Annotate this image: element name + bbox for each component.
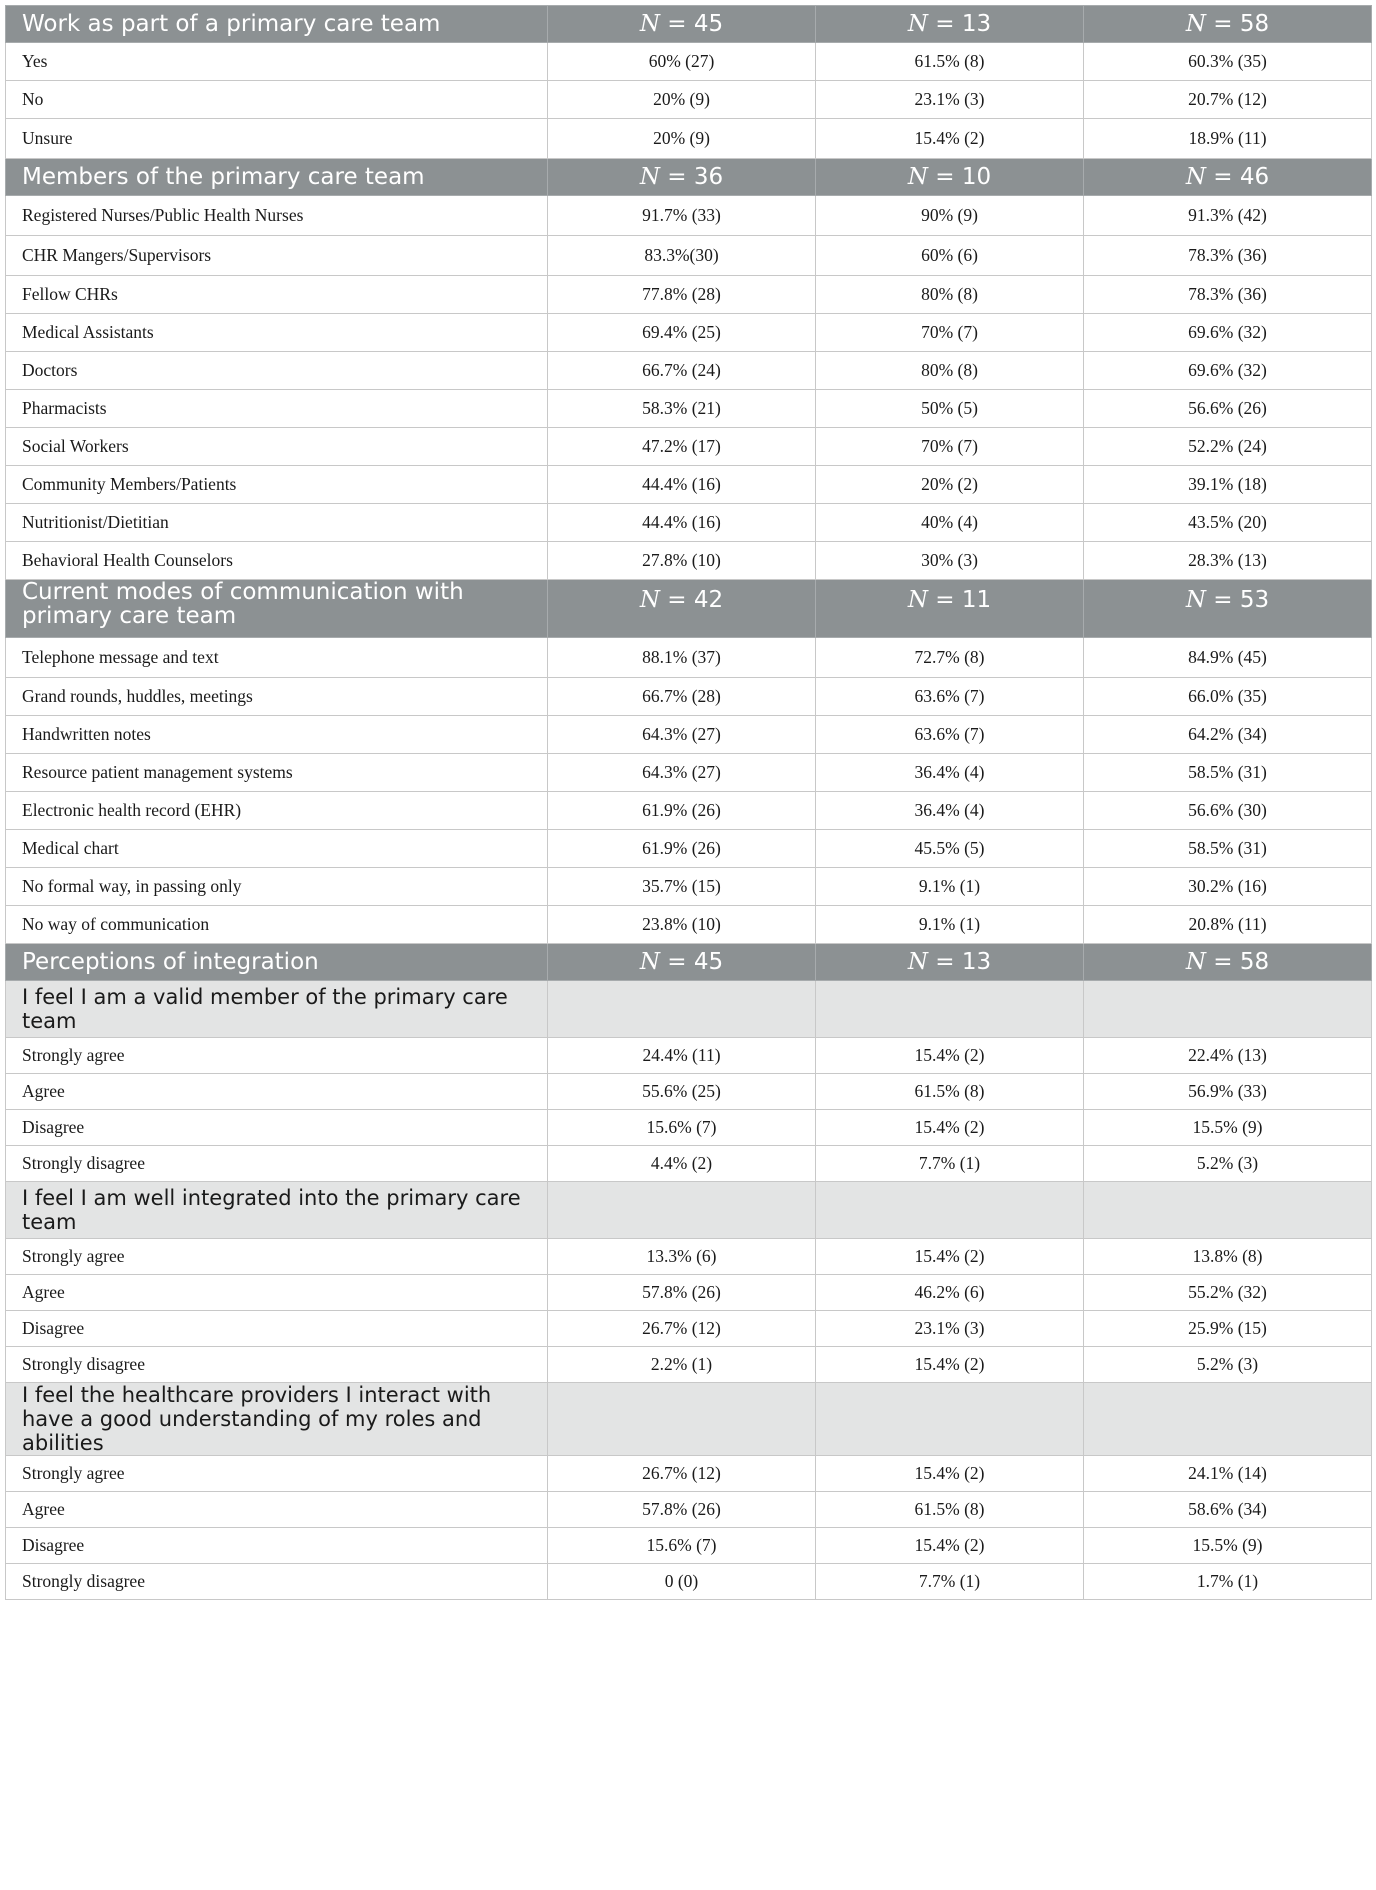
sample-size-cell: N = 58 (1084, 6, 1372, 43)
table-row (6, 1347, 1372, 1383)
table-row (6, 1146, 1372, 1182)
table-row (6, 1528, 1372, 1564)
row-label: Social Workers (6, 428, 548, 466)
results-table (5, 5, 1372, 1600)
sample-size-cell: N = 42 (548, 580, 816, 638)
value-cell: 15.6% (7) (548, 1528, 816, 1564)
table-row (6, 390, 1372, 428)
row-label: Telephone message and text (6, 638, 548, 678)
row-label: Pharmacists (6, 390, 548, 428)
value-cell: 0 (0) (548, 1564, 816, 1600)
table-row (6, 678, 1372, 716)
sample-size-value: 46 (1239, 164, 1270, 190)
value-cell: 80% (8) (816, 352, 1084, 390)
n-symbol: N (639, 11, 660, 37)
results-table-body (6, 6, 1372, 1600)
empty-cell (816, 1182, 1084, 1239)
value-cell: 64.3% (27) (548, 754, 816, 792)
row-label: Unsure (6, 119, 548, 159)
value-cell: 57.8% (26) (548, 1492, 816, 1528)
table-row (6, 1038, 1372, 1074)
value-cell: 72.7% (8) (816, 638, 1084, 678)
n-symbol: N (1185, 587, 1206, 613)
table-row (6, 1239, 1372, 1275)
value-cell: 30% (3) (816, 542, 1084, 580)
table-row (6, 638, 1372, 678)
sample-size-cell: N = 13 (816, 6, 1084, 43)
table-row (6, 428, 1372, 466)
empty-cell (548, 1182, 816, 1239)
value-cell: 9.1% (1) (816, 868, 1084, 906)
value-cell: 58.5% (31) (1084, 830, 1372, 868)
sample-size-cell: N = 10 (816, 159, 1084, 196)
n-symbol: N (1185, 11, 1206, 37)
value-cell: 44.4% (16) (548, 466, 816, 504)
table-row (6, 754, 1372, 792)
row-label: Behavioral Health Counselors (6, 542, 548, 580)
row-label: Grand rounds, huddles, meetings (6, 678, 548, 716)
value-cell: 91.3% (42) (1084, 196, 1372, 236)
question-row (6, 1383, 1372, 1456)
sample-size-cell: N = 46 (1084, 159, 1372, 196)
row-label: CHR Mangers/Supervisors (6, 236, 548, 276)
n-symbol: N (907, 11, 928, 37)
value-cell: 80% (8) (816, 276, 1084, 314)
value-cell: 15.5% (9) (1084, 1110, 1372, 1146)
row-label: Strongly agree (6, 1239, 548, 1275)
value-cell: 63.6% (7) (816, 678, 1084, 716)
row-label: Community Members/Patients (6, 466, 548, 504)
sample-size-cell: N = 13 (816, 944, 1084, 981)
row-label: Doctors (6, 352, 548, 390)
table-row (6, 1275, 1372, 1311)
section-header-row (6, 159, 1372, 196)
row-label: Handwritten notes (6, 716, 548, 754)
row-label: Medical Assistants (6, 314, 548, 352)
value-cell: 61.5% (8) (816, 1492, 1084, 1528)
value-cell: 91.7% (33) (548, 196, 816, 236)
value-cell: 5.2% (3) (1084, 1146, 1372, 1182)
value-cell: 58.3% (21) (548, 390, 816, 428)
value-cell: 1.7% (1) (1084, 1564, 1372, 1600)
row-label: No formal way, in passing only (6, 868, 548, 906)
value-cell: 27.8% (10) (548, 542, 816, 580)
sample-size-cell: N = 53 (1084, 580, 1372, 638)
value-cell: 20% (9) (548, 81, 816, 119)
section-title: Current modes of communication with primary care team (6, 580, 548, 638)
empty-cell (816, 981, 1084, 1038)
row-label: Agree (6, 1275, 548, 1311)
n-symbol: N (907, 949, 928, 975)
value-cell: 88.1% (37) (548, 638, 816, 678)
sample-size-value: 13 (961, 11, 992, 37)
row-label: Strongly agree (6, 1038, 548, 1074)
value-cell: 52.2% (24) (1084, 428, 1372, 466)
table-row (6, 868, 1372, 906)
value-cell: 61.5% (8) (816, 43, 1084, 81)
sample-size-cell: N = 58 (1084, 944, 1372, 981)
empty-cell (1084, 1383, 1372, 1456)
value-cell: 20.8% (11) (1084, 906, 1372, 944)
row-label: Registered Nurses/Public Health Nurses (6, 196, 548, 236)
value-cell: 55.6% (25) (548, 1074, 816, 1110)
value-cell: 15.4% (2) (816, 1456, 1084, 1492)
value-cell: 15.4% (2) (816, 1038, 1084, 1074)
section-header-row (6, 944, 1372, 981)
empty-cell (816, 1383, 1084, 1456)
n-symbol: N (1185, 164, 1206, 190)
question-row (6, 981, 1372, 1038)
value-cell: 13.3% (6) (548, 1239, 816, 1275)
empty-cell (548, 1383, 816, 1456)
question-row (6, 1182, 1372, 1239)
table-row (6, 276, 1372, 314)
n-symbol: N (907, 587, 928, 613)
value-cell: 61.5% (8) (816, 1074, 1084, 1110)
value-cell: 60% (6) (816, 236, 1084, 276)
table-row (6, 716, 1372, 754)
row-label: Fellow CHRs (6, 276, 548, 314)
n-symbol: N (907, 164, 928, 190)
row-label: Electronic health record (EHR) (6, 792, 548, 830)
value-cell: 66.0% (35) (1084, 678, 1372, 716)
sample-size-cell: N = 11 (816, 580, 1084, 638)
value-cell: 61.9% (26) (548, 830, 816, 868)
value-cell: 15.4% (2) (816, 1239, 1084, 1275)
table-row (6, 352, 1372, 390)
value-cell: 55.2% (32) (1084, 1275, 1372, 1311)
value-cell: 78.3% (36) (1084, 276, 1372, 314)
value-cell: 9.1% (1) (816, 906, 1084, 944)
row-label: Strongly disagree (6, 1347, 548, 1383)
value-cell: 25.9% (15) (1084, 1311, 1372, 1347)
empty-cell (548, 981, 816, 1038)
value-cell: 15.6% (7) (548, 1110, 816, 1146)
value-cell: 28.3% (13) (1084, 542, 1372, 580)
value-cell: 13.8% (8) (1084, 1239, 1372, 1275)
section-title: Perceptions of integration (6, 944, 548, 981)
value-cell: 4.4% (2) (548, 1146, 816, 1182)
value-cell: 20.7% (12) (1084, 81, 1372, 119)
value-cell: 43.5% (20) (1084, 504, 1372, 542)
table-row (6, 466, 1372, 504)
value-cell: 77.8% (28) (548, 276, 816, 314)
value-cell: 69.6% (32) (1084, 314, 1372, 352)
question-text: I feel I am a valid member of the primary care team (6, 981, 548, 1038)
row-label: Disagree (6, 1110, 548, 1146)
row-label: No (6, 81, 548, 119)
value-cell: 22.4% (13) (1084, 1038, 1372, 1074)
row-label: Medical chart (6, 830, 548, 868)
row-label: Disagree (6, 1528, 548, 1564)
table-row (6, 830, 1372, 868)
sample-size-value: 36 (693, 164, 724, 190)
n-symbol: N (639, 587, 660, 613)
sample-size-value: 10 (961, 164, 992, 190)
value-cell: 60% (27) (548, 43, 816, 81)
section-header-row (6, 6, 1372, 43)
section-header-row (6, 580, 1372, 638)
n-symbol: N (639, 164, 660, 190)
table-row (6, 1564, 1372, 1600)
value-cell: 66.7% (28) (548, 678, 816, 716)
value-cell: 57.8% (26) (548, 1275, 816, 1311)
table-row (6, 1110, 1372, 1146)
section-title: Work as part of a primary care team (6, 6, 548, 43)
table-row (6, 1456, 1372, 1492)
value-cell: 56.6% (26) (1084, 390, 1372, 428)
value-cell: 30.2% (16) (1084, 868, 1372, 906)
value-cell: 15.4% (2) (816, 1347, 1084, 1383)
sample-size-value: 53 (1239, 587, 1270, 613)
value-cell: 90% (9) (816, 196, 1084, 236)
value-cell: 69.6% (32) (1084, 352, 1372, 390)
row-label: Resource patient management systems (6, 754, 548, 792)
value-cell: 23.1% (3) (816, 81, 1084, 119)
table-row (6, 43, 1372, 81)
value-cell: 70% (7) (816, 428, 1084, 466)
value-cell: 56.9% (33) (1084, 1074, 1372, 1110)
row-label: Nutritionist/Dietitian (6, 504, 548, 542)
row-label: Disagree (6, 1311, 548, 1347)
value-cell: 20% (9) (548, 119, 816, 159)
value-cell: 70% (7) (816, 314, 1084, 352)
value-cell: 58.6% (34) (1084, 1492, 1372, 1528)
value-cell: 61.9% (26) (548, 792, 816, 830)
value-cell: 45.5% (5) (816, 830, 1084, 868)
value-cell: 20% (2) (816, 466, 1084, 504)
value-cell: 44.4% (16) (548, 504, 816, 542)
value-cell: 50% (5) (816, 390, 1084, 428)
sample-size-cell: N = 36 (548, 159, 816, 196)
value-cell: 63.6% (7) (816, 716, 1084, 754)
value-cell: 66.7% (24) (548, 352, 816, 390)
value-cell: 56.6% (30) (1084, 792, 1372, 830)
value-cell: 60.3% (35) (1084, 43, 1372, 81)
value-cell: 26.7% (12) (548, 1456, 816, 1492)
sample-size-value: 42 (693, 587, 724, 613)
value-cell: 24.1% (14) (1084, 1456, 1372, 1492)
value-cell: 64.2% (34) (1084, 716, 1372, 754)
value-cell: 18.9% (11) (1084, 119, 1372, 159)
value-cell: 46.2% (6) (816, 1275, 1084, 1311)
table-row (6, 1492, 1372, 1528)
sample-size-value: 45 (693, 11, 724, 37)
value-cell: 78.3% (36) (1084, 236, 1372, 276)
table-row (6, 504, 1372, 542)
row-label: Yes (6, 43, 548, 81)
row-label: Strongly disagree (6, 1146, 548, 1182)
value-cell: 15.4% (2) (816, 1528, 1084, 1564)
table-row (6, 81, 1372, 119)
value-cell: 84.9% (45) (1084, 638, 1372, 678)
value-cell: 15.4% (2) (816, 1110, 1084, 1146)
row-label: Agree (6, 1074, 548, 1110)
row-label: Strongly disagree (6, 1564, 548, 1600)
value-cell: 15.5% (9) (1084, 1528, 1372, 1564)
table-row (6, 792, 1372, 830)
sample-size-value: 45 (693, 949, 724, 975)
value-cell: 83.3%(30) (548, 236, 816, 276)
table-row (6, 314, 1372, 352)
empty-cell (1084, 1182, 1372, 1239)
question-text: I feel the healthcare providers I interact with have a good understanding of my roles and abilities (6, 1383, 548, 1456)
section-title: Members of the primary care team (6, 159, 548, 196)
value-cell: 58.5% (31) (1084, 754, 1372, 792)
value-cell: 47.2% (17) (548, 428, 816, 466)
n-symbol: N (1185, 949, 1206, 975)
value-cell: 40% (4) (816, 504, 1084, 542)
sample-size-value: 11 (961, 587, 992, 613)
value-cell: 23.8% (10) (548, 906, 816, 944)
table-row (6, 906, 1372, 944)
row-label: Agree (6, 1492, 548, 1528)
value-cell: 7.7% (1) (816, 1564, 1084, 1600)
sample-size-value: 58 (1239, 949, 1270, 975)
sample-size-cell: N = 45 (548, 944, 816, 981)
table-row (6, 196, 1372, 236)
value-cell: 5.2% (3) (1084, 1347, 1372, 1383)
row-label: No way of communication (6, 906, 548, 944)
row-label: Strongly agree (6, 1456, 548, 1492)
table-row (6, 542, 1372, 580)
table-row (6, 1311, 1372, 1347)
value-cell: 64.3% (27) (548, 716, 816, 754)
n-symbol: N (639, 949, 660, 975)
table-row (6, 119, 1372, 159)
value-cell: 2.2% (1) (548, 1347, 816, 1383)
value-cell: 15.4% (2) (816, 119, 1084, 159)
table-row (6, 1074, 1372, 1110)
value-cell: 36.4% (4) (816, 754, 1084, 792)
value-cell: 26.7% (12) (548, 1311, 816, 1347)
value-cell: 23.1% (3) (816, 1311, 1084, 1347)
value-cell: 36.4% (4) (816, 792, 1084, 830)
value-cell: 35.7% (15) (548, 868, 816, 906)
sample-size-value: 58 (1239, 11, 1270, 37)
sample-size-cell: N = 45 (548, 6, 816, 43)
question-text: I feel I am well integrated into the primary care team (6, 1182, 548, 1239)
value-cell: 7.7% (1) (816, 1146, 1084, 1182)
value-cell: 69.4% (25) (548, 314, 816, 352)
sample-size-value: 13 (961, 949, 992, 975)
value-cell: 24.4% (11) (548, 1038, 816, 1074)
table-row (6, 236, 1372, 276)
value-cell: 39.1% (18) (1084, 466, 1372, 504)
empty-cell (1084, 981, 1372, 1038)
